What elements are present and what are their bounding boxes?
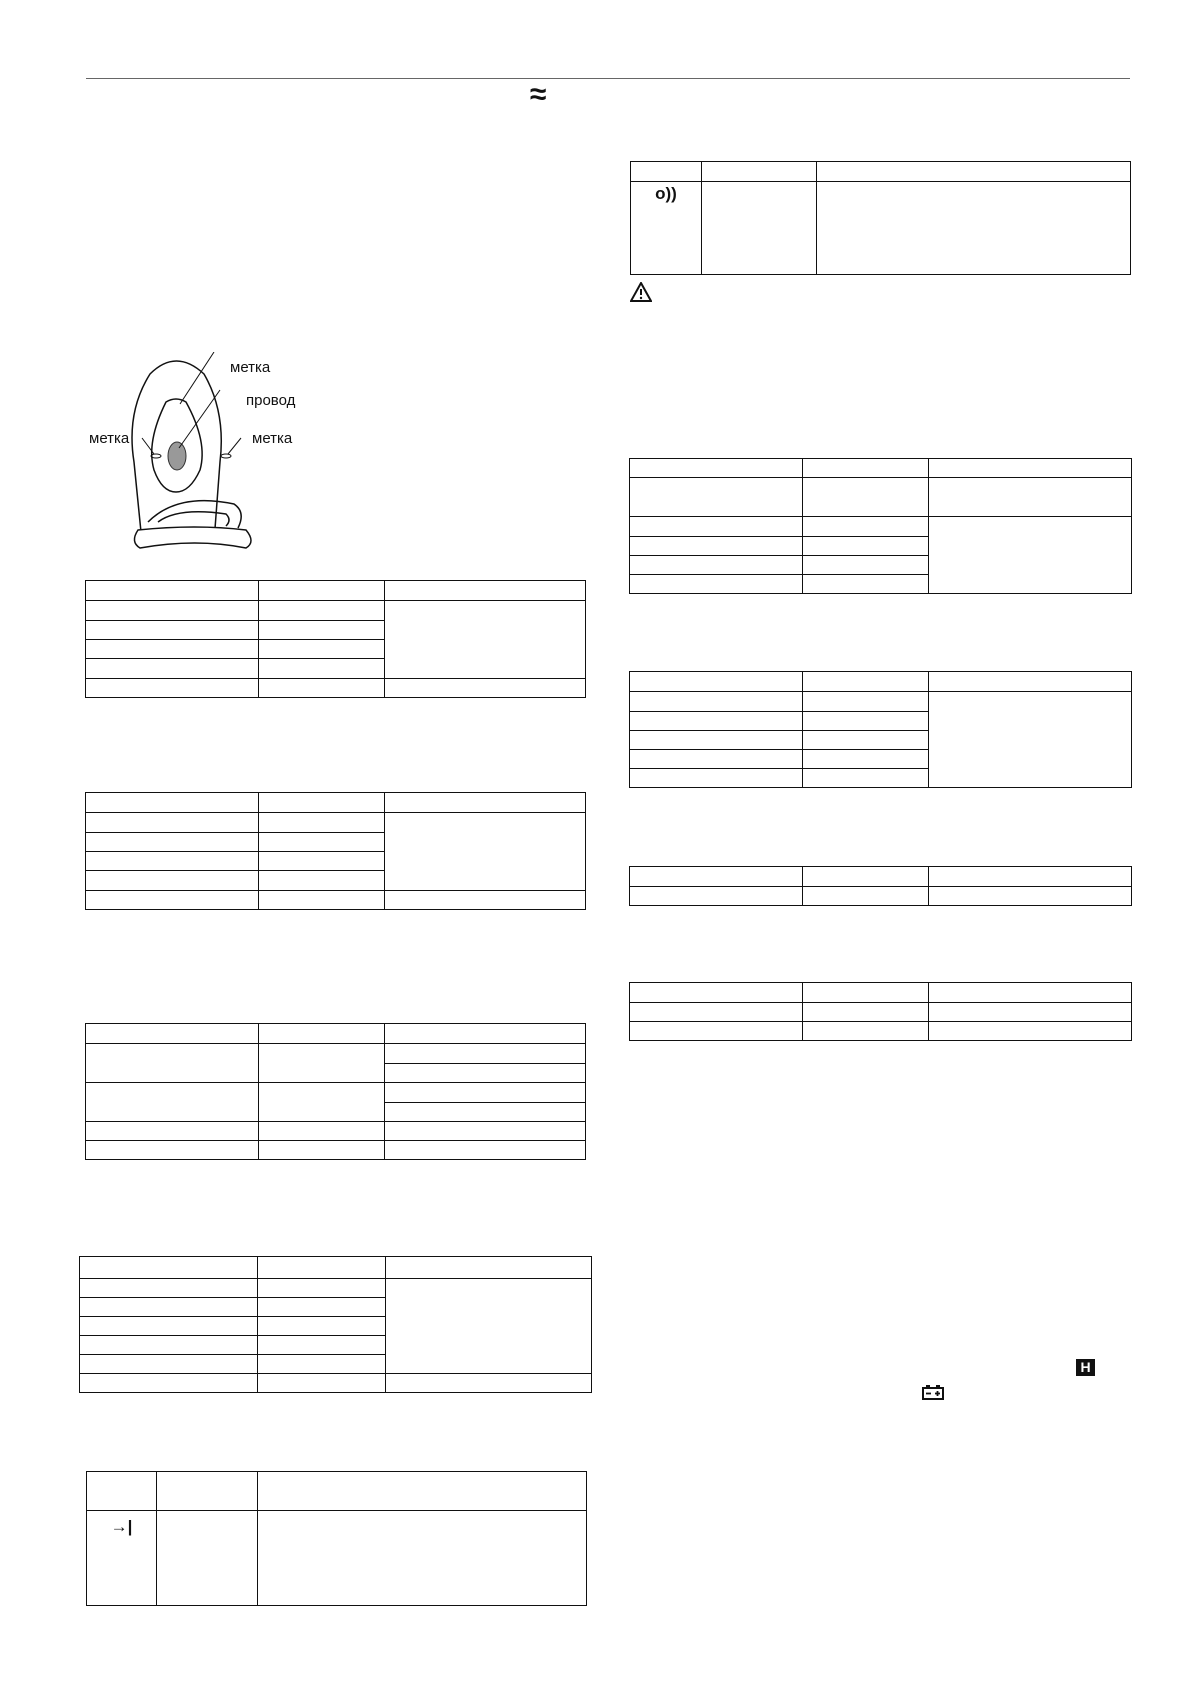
- spec-table-3: [85, 1023, 586, 1160]
- diode-test-table: [86, 1471, 587, 1606]
- spec-table-6: [629, 458, 1132, 594]
- spec-table-9: [629, 982, 1132, 1041]
- warning-triangle-icon: [630, 282, 652, 302]
- spec-table-2: [85, 792, 586, 910]
- clamp-label-wire: провод: [246, 392, 296, 409]
- battery-icon: [922, 1384, 944, 1400]
- clamp-label-left: метка: [89, 430, 130, 447]
- hold-icon: H: [1076, 1359, 1095, 1376]
- continuity-test-table: [630, 161, 1131, 275]
- spec-table-8: [629, 866, 1132, 906]
- header-rule: [86, 78, 1130, 79]
- clamp-jaw-diagram: [86, 352, 306, 552]
- diode-icon: →|: [110, 1517, 133, 1536]
- continuity-icon: o)): [655, 184, 677, 203]
- spec-table-4: [79, 1256, 592, 1393]
- clamp-label-right: метка: [252, 430, 293, 447]
- spec-table-1: [85, 580, 586, 698]
- clamp-label-top: метка: [230, 359, 271, 376]
- spec-table-7: [629, 671, 1132, 788]
- ac-approx-symbol: ≈: [530, 78, 547, 111]
